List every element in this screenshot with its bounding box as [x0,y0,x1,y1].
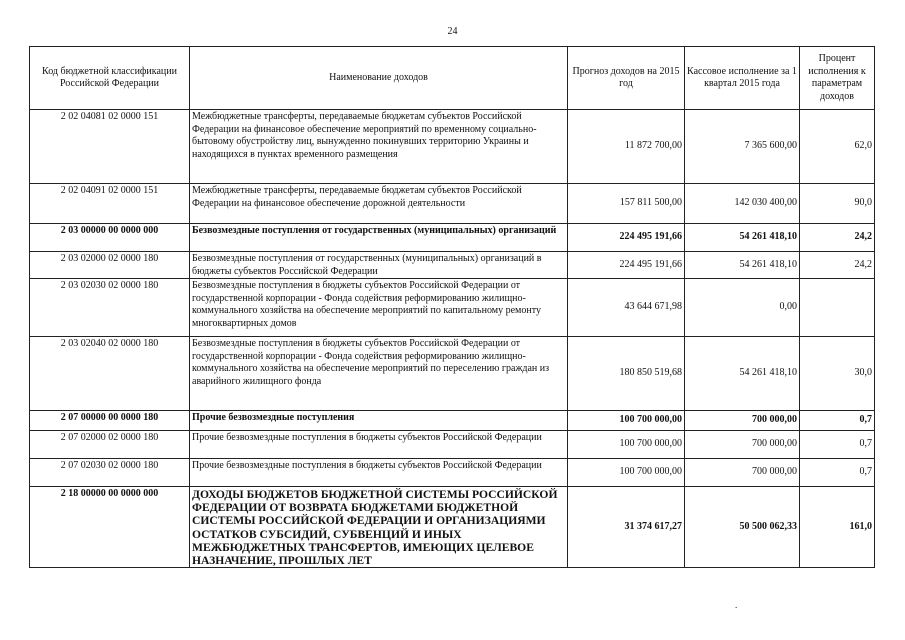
row-code-cell: 2 03 02000 02 0000 180 [30,252,190,279]
row-percent-cell: 24,2 [800,224,875,252]
row-forecast-cell: 11 872 700,00 [568,110,685,184]
row-actual-cell: 0,00 [685,279,800,337]
row-name-cell: Прочие безвозмездные поступления в бюджеты субъектов Российской Федерации [190,431,568,459]
row-name-cell: Прочие безвозмездные поступления в бюджеты субъектов Российской Федерации [190,459,568,487]
table-row [30,411,875,431]
header-actual: Кассовое исполнение за 1 квартал 2015 года [685,47,800,110]
table-row [30,184,875,224]
table-row [30,110,875,184]
row-name-cell: Безвозмездные поступления в бюджеты субъектов Российской Федерации от государственной корпорации - Фонда содействия реформированию жилищно-коммунального хозяйства на обеспечение мероприятий по переселению граждан из аварийного жилищного фонда [190,337,568,411]
row-actual-cell: 54 261 418,10 [685,252,800,279]
row-forecast-cell: 180 850 519,68 [568,337,685,411]
row-name-cell: Межбюджетные трансферты, передаваемые бюджетам субъектов Российской Федерации на финансовое обеспечение дорожной деятельности [190,184,568,224]
row-code-cell: 2 07 02030 02 0000 180 [30,459,190,487]
row-code-cell: 2 18 00000 00 0000 000 [30,487,190,568]
row-code-cell: 2 02 04091 02 0000 151 [30,184,190,224]
row-actual-cell: 700 000,00 [685,431,800,459]
row-actual-cell: 54 261 418,10 [685,224,800,252]
table-row [30,459,875,487]
header-forecast: Прогноз доходов на 2015 год [568,47,685,110]
row-actual-cell: 700 000,00 [685,411,800,431]
budget-revenue-table [29,46,875,568]
row-percent-cell [800,279,875,337]
row-percent-cell: 90,0 [800,184,875,224]
row-forecast-cell: 224 495 191,66 [568,224,685,252]
row-code-cell: 2 03 00000 00 0000 000 [30,224,190,252]
row-percent-cell: 30,0 [800,337,875,411]
table-row [30,337,875,411]
row-percent-cell: 161,0 [800,487,875,568]
header-name: Наименование доходов [190,47,568,110]
row-actual-cell: 700 000,00 [685,459,800,487]
row-forecast-cell: 43 644 671,98 [568,279,685,337]
row-name-cell: Безвозмездные поступления в бюджеты субъектов Российской Федерации от государственной корпорации - Фонда содействия реформированию жилищно-коммунального хозяйства на обеспечение мероприятий по капитальному ремонту многоквартирных домов [190,279,568,337]
header-code: Код бюджетной классификации Российской Федерации [30,47,190,110]
row-name-cell: ДОХОДЫ БЮДЖЕТОВ БЮДЖЕТНОЙ СИСТЕМЫ РОССИЙСКОЙ ФЕДЕРАЦИИ ОТ ВОЗВРАТА БЮДЖЕТАМИ БЮДЖЕТНОЙ СИСТЕМЫ РОССИЙСКОЙ ФЕДЕРАЦИИ И ОРГАНИЗАЦИЯМИ ОСТАТКОВ СУБСИДИЙ, СУБВЕНЦИЙ И ИНЫХ МЕЖБЮДЖЕТНЫХ ТРАНСФЕРТОВ, ИМЕЮЩИХ ЦЕЛЕВОЕ НАЗНАЧЕНИЕ, ПРОШЛЫХ ЛЕТ [190,487,568,568]
row-percent-cell: 0,7 [800,431,875,459]
table-row [30,279,875,337]
row-actual-cell: 142 030 400,00 [685,184,800,224]
row-actual-cell: 7 365 600,00 [685,110,800,184]
row-percent-cell: 24,2 [800,252,875,279]
row-forecast-cell: 157 811 500,00 [568,184,685,224]
row-percent-cell: 0,7 [800,411,875,431]
table-row [30,252,875,279]
row-actual-cell: 50 500 062,33 [685,487,800,568]
row-forecast-cell: 100 700 000,00 [568,431,685,459]
row-actual-cell: 54 261 418,10 [685,337,800,411]
table-row [30,431,875,459]
table-body [30,110,875,568]
page-number: 24 [447,26,458,37]
row-forecast-cell: 224 495 191,66 [568,252,685,279]
row-percent-cell: 0,7 [800,459,875,487]
row-forecast-cell: 100 700 000,00 [568,459,685,487]
row-code-cell: 2 02 04081 02 0000 151 [30,110,190,184]
footer-mark: . [735,600,738,610]
table-row [30,487,875,568]
table-header-row [30,47,875,110]
row-code-cell: 2 07 00000 00 0000 180 [30,411,190,431]
row-code-cell: 2 03 02030 02 0000 180 [30,279,190,337]
row-forecast-cell: 100 700 000,00 [568,411,685,431]
header-percent: Процент исполнения к параметрам доходов [800,47,875,110]
row-name-cell: Межбюджетные трансферты, передаваемые бюджетам субъектов Российской Федерации на финансовое обеспечение мероприятий по временному социально-бытовому обустройству лиц, вынужденно покинувших территорию Украины и находящихся в пунктах временного размещения [190,110,568,184]
row-name-cell: Безвозмездные поступления от государственных (муниципальных) организаций [190,224,568,252]
row-code-cell: 2 07 02000 02 0000 180 [30,431,190,459]
row-code-cell: 2 03 02040 02 0000 180 [30,337,190,411]
table-row [30,224,875,252]
row-percent-cell: 62,0 [800,110,875,184]
row-name-cell: Безвозмездные поступления от государственных (муниципальных) организаций в бюджеты субъектов Российской Федерации [190,252,568,279]
row-name-cell: Прочие безвозмездные поступления [190,411,568,431]
row-forecast-cell: 31 374 617,27 [568,487,685,568]
